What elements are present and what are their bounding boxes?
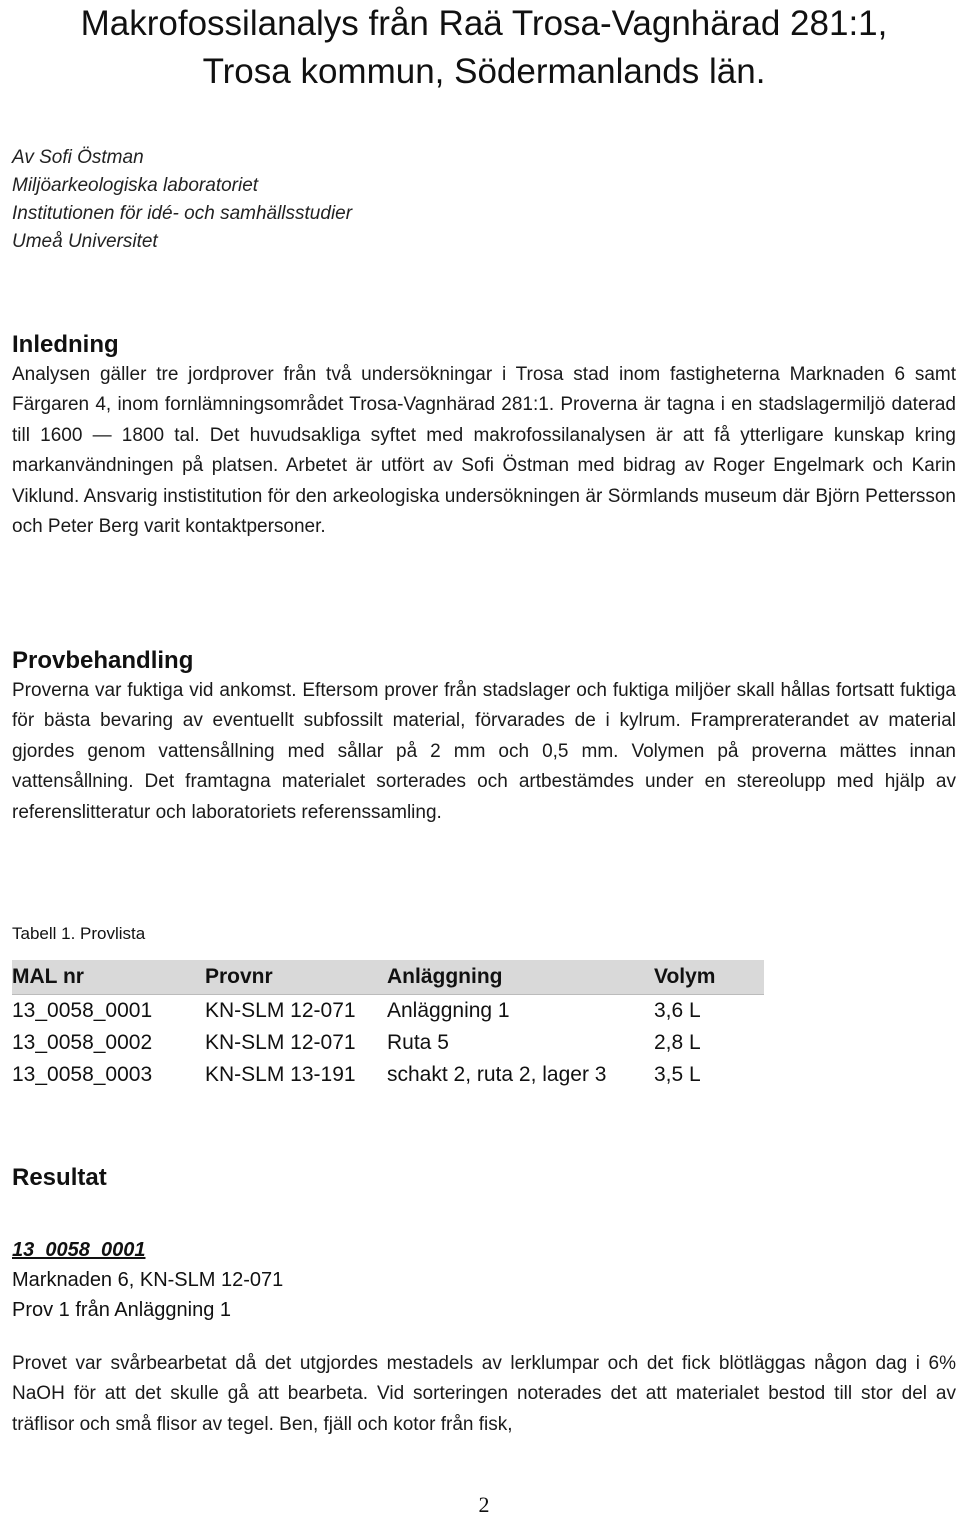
paragraph-resultat: Provet var svårbearbetat då det utgjordes mestadels av lerklumpar och det fick blötläggas någon dag i 6% NaOH för att det skulle gå att bearbeta. Vid sorteringen noterades det att materialet bestod till stor del av träflisor och små flisor av tegel. Ben, fjäll och kotor från fisk, — [12, 1353, 956, 1435]
table-row — [12, 1027, 764, 1059]
table-header-row — [12, 960, 764, 995]
column-header-anlaggning: Anläggning — [387, 960, 654, 995]
author-name: Av Sofi Östman — [12, 147, 144, 168]
column-header-provnr: Provnr — [205, 960, 387, 995]
column-header-mal-nr: MAL nr — [12, 960, 205, 995]
title-line-1: Makrofossilanalys från Raä Trosa-Vagnhärad 281:1, — [80, 4, 888, 43]
cell-provnr: KN-SLM 13-191 — [205, 1063, 356, 1086]
cell-anlaggning: Ruta 5 — [387, 1031, 449, 1054]
cell-mal-nr: 13_0058_0001 — [12, 999, 153, 1022]
cell-mal-nr: 13_0058_0002 — [12, 1031, 153, 1054]
sample-table — [12, 960, 764, 1091]
table-row — [12, 1059, 764, 1091]
column-header-volym: Volym — [654, 960, 764, 995]
cell-anlaggning: schakt 2, ruta 2, lager 3 — [387, 1063, 607, 1086]
document-title — [12, 0, 956, 96]
author-block — [12, 144, 956, 256]
heading-provbehandling: Provbehandling — [12, 647, 194, 674]
paragraph-inledning: Analysen gäller tre jordprover från två undersökningar i Trosa stad inom fastigheterna Marknaden 6 samt Färgaren 4, inom fornlämningsområdet Trosa-Vagnhärad 281:1. Proverna är tagna i en stadslagermiljö daterad till 1600 — 1800 tal. Det huvudsakliga syftet med makrofossilanalysen är att få ytterligare kunskap kring markanvändningen på platsen. Arbetet är utfört av Sofi Östman med bidrag av Roger Engelmark och Karin Viklund. Ansvarig instistitution för den arkeologiska undersökningen är Sörmlands museum där Björn Pettersson och Peter Berg varit kontaktpersoner. — [12, 364, 956, 538]
sample-prov: Prov 1 från Anläggning 1 — [12, 1299, 232, 1321]
document-page — [12, 0, 956, 1517]
cell-provnr: KN-SLM 12-071 — [205, 1031, 356, 1054]
heading-resultat: Resultat — [12, 1164, 107, 1191]
cell-mal-nr: 13_0058_0003 — [12, 1063, 153, 1086]
section-inledning — [12, 330, 956, 542]
cell-provnr: KN-SLM 12-071 — [205, 999, 356, 1022]
heading-inledning: Inledning — [12, 331, 119, 358]
page-number: 2 — [478, 1492, 490, 1517]
cell-volym: 3,5 L — [654, 1063, 701, 1086]
table-row — [12, 995, 764, 1028]
cell-volym: 3,6 L — [654, 999, 701, 1022]
table-caption: Tabell 1. Provlista — [12, 924, 146, 943]
title-line-2: Trosa kommun, Södermanlands län. — [202, 52, 766, 91]
section-resultat — [12, 1163, 956, 1440]
sample-location: Marknaden 6, KN-SLM 12-071 — [12, 1269, 284, 1291]
sample-id: 13_0058_0001 — [12, 1239, 146, 1261]
author-institution: Institutionen för idé- och samhällsstudier — [12, 203, 353, 224]
paragraph-provbehandling: Proverna var fuktiga vid ankomst. Eftersom prover från stadslager och fuktiga miljöer skall hållas fortsatt fuktiga för bästa bevaring av eventuellt subfossilt material, förvarades de i kylrum. Frampreraterandet av material gjordes genom vattensållning med sållar på 2 mm och 0,5 mm. Volymen på proverna mättes innan vattensållning. Det framtagna materialet sorterades och artbestämdes under en stereolupp med hjälp av referenslitteratur och laboratoriets referenssamling. — [12, 680, 956, 823]
cell-volym: 2,8 L — [654, 1031, 701, 1054]
author-university: Umeå Universitet — [12, 231, 158, 252]
section-provbehandling — [12, 646, 956, 828]
cell-anlaggning: Anläggning 1 — [387, 999, 510, 1022]
author-lab: Miljöarkeologiska laboratoriet — [12, 175, 259, 196]
